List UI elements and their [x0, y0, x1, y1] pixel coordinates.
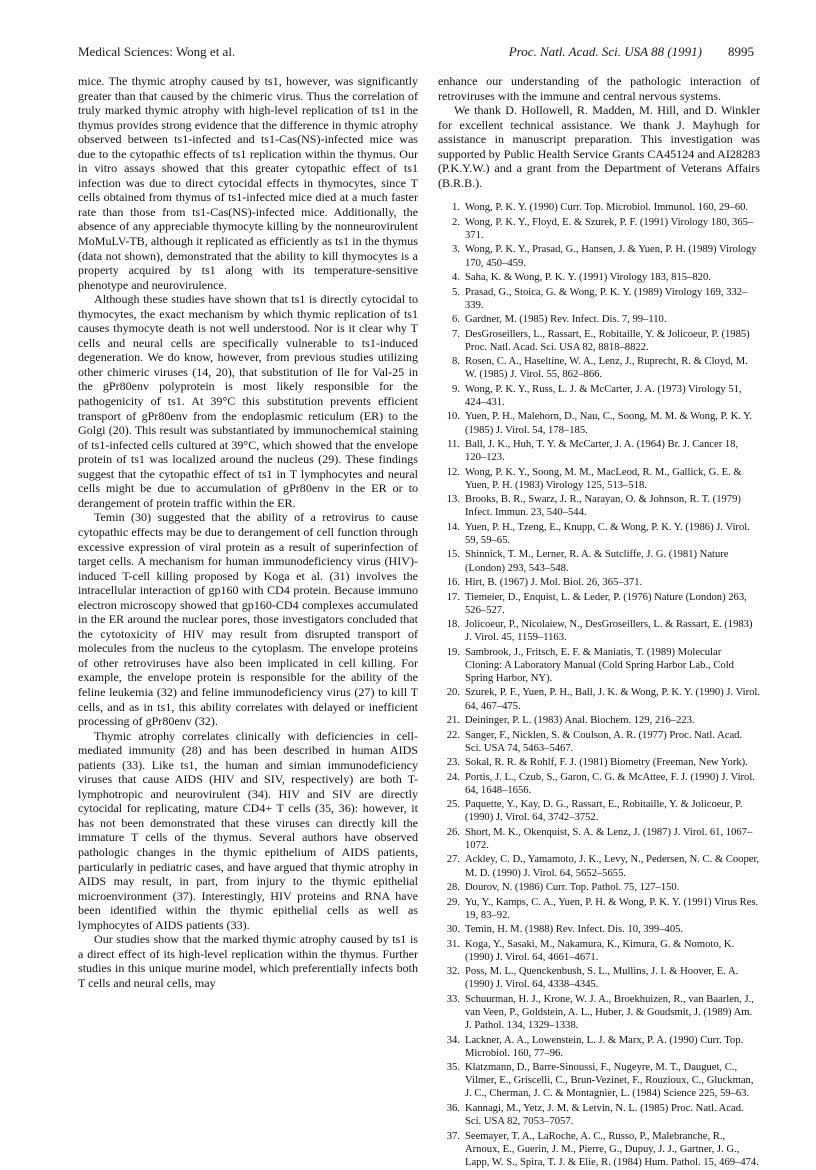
reference-number: 29.	[446, 896, 460, 908]
reference-text: Klatzmann, D., Barre-Sinoussi, F., Nugeyre, M. T., Dauguet, C., Vilmer, E., Griscelli, C., Brun-Vezinet, F., Rouzioux, C., Gluckman, J. C., Cherman, J. C. & Montagnier, L. (1984) Science 225, 59–63.	[465, 1062, 754, 1100]
reference-text: Sanger, F., Nicklen, S. & Coulson, A. R. (1977) Proc. Natl. Acad. Sci. USA 74, 5463–5467.	[465, 729, 743, 754]
reference-number: 10.	[446, 411, 460, 423]
reference-item	[438, 1130, 760, 1169]
reference-number: 2.	[452, 216, 460, 228]
reference-text: Tiemeier, D., Enquist, L. & Leder, P. (1976) Nature (London) 263, 526–527.	[465, 591, 747, 616]
reference-text: Sambrook, J., Fritsch, E. F. & Maniatis, T. (1989) Molecular Cloning: A Laboratory Manual (Cold Spring Harbor Lab., Cold Spring Harbor, NY).	[465, 646, 734, 685]
reference-text: Wong, P. K. Y., Russ, L. J. & McCarter, J. A. (1973) Virology 51, 424–431.	[465, 383, 742, 408]
reference-text: Jolicoeur, P., Nicolaiew, N., DesGroseillers, L. & Rassart, E. (1983) J. Virol. 45, 1159–1163.	[465, 619, 753, 644]
reference-item	[438, 798, 760, 824]
reference-item	[438, 965, 760, 991]
reference-number: 7.	[452, 328, 460, 340]
reference-number: 23.	[446, 757, 460, 769]
reference-item	[438, 1061, 760, 1100]
reference-number: 19.	[446, 646, 460, 658]
reference-item	[438, 410, 760, 436]
reference-number: 4.	[452, 272, 460, 284]
reference-item	[438, 771, 760, 797]
reference-text: Yuen, P. H., Tzeng, E., Knupp, C. & Wong, P. K. Y. (1986) J. Virol. 59, 59–65.	[465, 521, 750, 546]
reference-item	[438, 201, 760, 214]
reference-text: Seemayer, T. A., LaRoche, A. C., Russo, P., Malebranche, R., Arnoux, E., Guerin, J. M., Pierre, G., Dupuy, J. J., Gartner, J. G., Lapp, W. S., Spira, T. J. & Elie, R. (1984) Hum. Pathol. 15, 469–474.	[465, 1130, 759, 1168]
header-section-authors: Medical Sciences: Wong et al.	[78, 44, 236, 59]
reference-number: 24.	[446, 771, 460, 783]
right-column	[438, 74, 760, 1170]
reference-number: 11.	[447, 439, 460, 450]
reference-text: Wong, P. K. Y., Soong, M. M., MacLeod, R. M., Gallick, G. E. & Yuen, P. H. (1983) Virology 125, 513–518.	[465, 466, 742, 491]
reference-text: Wong, P. K. Y., Prasad, G., Hansen, J. & Yuen, P. H. (1989) Virology 170, 450–459.	[465, 244, 757, 269]
reference-text: Brooks, B. R., Swarz, J. R., Narayan, O. & Johnson, R. T. (1979) Infect. Immun. 23, 540–544.	[465, 494, 741, 519]
reference-item	[438, 618, 760, 644]
reference-item	[438, 576, 760, 589]
reference-number: 32.	[446, 966, 460, 978]
reference-number: 20.	[446, 687, 460, 699]
reference-number: 13.	[446, 494, 460, 506]
reference-text: Short, M. K., Okenquist, S. A. & Lenz, J. (1987) J. Virol. 61, 1067–1072.	[465, 826, 753, 851]
reference-text: Gardner, M. (1985) Rev. Infect. Dis. 7, 99–110.	[465, 314, 667, 326]
reference-item	[438, 1102, 760, 1128]
reference-text: Schuurman, H. J., Krone, W. J. A., Broekhuizen, R., van Baarlen, J., van Veen, P., Goldstein, A. L., Huber, J. & Goudsmit, J. (1989) Am. J. Pathol. 134, 1329–1338.	[465, 993, 754, 1032]
reference-text: Hirt, B. (1967) J. Mol. Biol. 26, 365–371.	[465, 577, 643, 589]
reference-text: Kannagi, M., Yetz, J. M. & Letvin, N. L. (1985) Proc. Natl. Acad. Sci. USA 82, 7053–7057.	[465, 1102, 744, 1128]
reference-number: 16.	[446, 577, 460, 589]
reference-item	[438, 881, 760, 894]
reference-item	[438, 714, 760, 727]
body-paragraph: mice. The thymic atrophy caused by ts1, however, was significantly greater than that caused by the chimeric virus. Thus the correlation of truly marked thymic atrophy with high-level replication of ts1 in the thymus provides strong evidence that the difference in thymic atrophy observed between ts1-infected and ts1-Cas(NS)-infected mice was due to the cytopathic effects of ts1 replication within the thymus. Our in vitro assays showed that this greater cytopathic effect of ts1 infection was due to direct cytocidal effects in thymocytes, since T cells obtained from thymus of ts1-infected mice died at a much faster rate than those from ts1-Cas(NS)-infected mice. Additionally, the absence of any appreciable thymocyte killing by the nonneurovirulent MoMuLV-TB, although it replicated as efficiently as ts1 in the thymus (data not shown), demonstrated that the ability to kill thymocytes is a property acquired by ts1 along with its temperature-sensitive phenotype and neurovirulence.	[78, 74, 418, 292]
reference-number: 17.	[446, 591, 460, 603]
reference-text: Deininger, P. L. (1983) Anal. Biochem. 129, 216–223.	[465, 715, 695, 727]
reference-item	[438, 493, 760, 519]
reference-list	[438, 201, 760, 1169]
reference-item	[438, 383, 760, 409]
reference-text: Temin, H. M. (1988) Rev. Infect. Dis. 10, 399–405.	[465, 924, 684, 936]
acknowledgment: We thank D. Hollowell, R. Madden, M. Hill, and D. Winkler for excellent technical assistance. We thank J. Mayhugh for assistance in manuscript preparation. This investigation was supported by Public Health Service Grants CA45124 and AI28283 (P.K.Y.W.) and a grant from the Department of Veterans Affairs (B.R.B.).	[438, 103, 760, 190]
body-paragraph: Thymic atrophy correlates clinically with deficiencies in cell-mediated immunity (28) and has been described in human AIDS patients (33). Like ts1, the human and simian immunodeficiency viruses that cause AIDS (HIV and SIV, respectively) are both T-lymphotropic and neurovirulent (34). HIV and SIV are directly cytocidal for replicating, mature CD4+ T cells (35, 36): however, it has not been demonstrated that these viruses can directly kill the immature T cells of the thymus. Several authors have observed pathologic changes in the thymic epithelium of AIDS patients, particularly in pediatric cases, and have argued that thymic atrophy in AIDS may result, in part, from injury to the thymic epithelial microenvironment (37). Interestingly, HIV proteins and RNA have been identified within the thymic epithelial cells as well as lymphocytes of AIDS patients (33).	[78, 728, 418, 932]
reference-text: Paquette, Y., Kay, D. G., Rassart, E., Robitaille, Y. & Jolicoeur, P. (1990) J. Virol. 64, 3742–3752.	[465, 799, 743, 824]
reference-item	[438, 328, 760, 354]
reference-item	[438, 438, 760, 464]
body-paragraph-continued: enhance our understanding of the pathologic interaction of retroviruses with the immune and central nervous systems.	[438, 74, 760, 103]
reference-number: 18.	[446, 619, 460, 631]
body-paragraph: Our studies show that the marked thymic atrophy caused by ts1 is a direct effect of its high-level replication within the thymus. Further studies in this unique murine model, which preferentially infects both T cells and neural cells, may	[78, 932, 418, 990]
reference-text: Dourov, N. (1986) Curr. Top. Pathol. 75, 127–150.	[465, 882, 680, 894]
reference-number: 21.	[446, 715, 460, 727]
reference-text: Shinnick, T. M., Lerner, R. A. & Sutcliffe, J. G. (1981) Nature (London) 293, 543–548.	[465, 549, 729, 574]
reference-text: Yu, Y., Kamps, C. A., Yuen, P. H. & Wong, P. K. Y. (1991) Virus Res. 19, 83–92.	[465, 896, 759, 921]
reference-text: Sokal, R. R. & Rohlf, F. J. (1981) Biometry (Freeman, New York).	[465, 757, 748, 769]
reference-item	[438, 826, 760, 852]
reference-item	[438, 466, 760, 492]
reference-item	[438, 938, 760, 964]
reference-item	[438, 756, 760, 769]
reference-text: Wong, P. K. Y., Floyd, E. & Szurek, P. F. (1991) Virology 180, 365–371.	[465, 216, 754, 241]
reference-number: 36.	[446, 1102, 460, 1114]
reference-text: Ball, J. K., Huh, T. Y. & McCarter, J. A. (1964) Br. J. Cancer 18, 120–123.	[465, 439, 739, 464]
body-paragraph: Temin (30) suggested that the ability of a retrovirus to cause cytopathic effects may be due to derangement of cell function through excessive expression of viral protein as a result of superinfection of target cells. A mechanism for human immunodeficiency virus (HIV)-induced T-cell killing proposed by Koga et al. (31) involves the intracellular interaction of gp160 with CD4 protein. Because immuno electron microscopy showed that gp160-CD4 complexes accumulated in the ER around the nuclear pores, those investigators concluded that the cytotoxicity of HIV may result from disrupted transport of molecules from the nucleus to the cytoplasm. The envelope proteins of other retroviruses have also been implicated in cell killing. For example, the envelope protein is responsible for the ability of the feline leukemia (32) and feline immunodeficiency virus (27) to kill T cells, and as in ts1, this ability correlates with delayed or inefficient processing of gPr80env (32).	[78, 510, 418, 729]
reference-number: 31.	[446, 938, 460, 950]
reference-text: Poss, M. L., Quenckenbush, S. L., Mullins, J. I. & Hoover, E. A. (1990) J. Virol. 64, 4338–4345.	[465, 966, 739, 991]
reference-number: 37.	[446, 1130, 460, 1142]
reference-text: Saha, K. & Wong, P. K. Y. (1991) Virology 183, 815–820.	[465, 272, 711, 284]
running-header	[78, 44, 754, 62]
reference-item	[438, 355, 760, 381]
reference-text: Lackner, A. A., Lowenstein, L. J. & Marx, P. A. (1990) Curr. Top. Microbiol. 160, 77–96.	[465, 1034, 744, 1059]
reference-text: DesGroseillers, L., Rassart, E., Robitaille, Y. & Jolicoeur, P. (1985) Proc. Natl. Acad. Sci. USA 82, 8818–8822.	[465, 328, 750, 353]
reference-number: 6.	[452, 314, 460, 326]
reference-item	[438, 591, 760, 617]
reference-item	[438, 686, 760, 712]
header-journal-citation: Proc. Natl. Acad. Sci. USA 88 (1991)	[508, 44, 702, 59]
reference-item	[438, 216, 760, 242]
reference-item	[438, 993, 760, 1032]
reference-text: Rosen, C. A., Haseltine, W. A., Lenz, J., Ruprecht, R. & Cloyd, M. W. (1985) J. Virol. 55, 862–866.	[465, 356, 748, 381]
reference-number: 33.	[446, 993, 460, 1005]
reference-item	[438, 646, 760, 685]
header-page-number: 8995	[728, 44, 754, 59]
reference-text: Wong, P. K. Y. (1990) Curr. Top. Microbiol. Immunol. 160, 29–60.	[465, 202, 749, 214]
reference-item	[438, 729, 760, 755]
reference-item	[438, 1034, 760, 1060]
reference-number: 1.	[452, 202, 460, 214]
reference-number: 27.	[446, 854, 460, 866]
reference-text: Prasad, G., Stoica, G. & Wong, P. K. Y. (1989) Virology 169, 332–339.	[465, 286, 748, 311]
left-column	[78, 74, 418, 990]
reference-number: 22.	[446, 729, 460, 741]
reference-item	[438, 853, 760, 879]
reference-number: 25.	[446, 799, 460, 811]
reference-number: 8.	[452, 356, 460, 368]
reference-number: 26.	[446, 826, 460, 838]
reference-item	[438, 243, 760, 269]
reference-number: 5.	[452, 286, 460, 298]
reference-item	[438, 896, 760, 922]
reference-number: 14.	[446, 521, 460, 533]
reference-item	[438, 286, 760, 312]
reference-number: 35.	[446, 1062, 460, 1074]
reference-text: Yuen, P. H., Malehorn, D., Nau, C., Soong, M. M. & Wong, P. K. Y. (1985) J. Virol. 54, 178–185.	[465, 411, 753, 436]
reference-item	[438, 548, 760, 574]
reference-text: Szurek, P. F., Yuen, P. H., Ball, J. K. & Wong, P. K. Y. (1990) J. Virol. 64, 467–475.	[465, 687, 760, 712]
reference-item	[438, 521, 760, 547]
reference-text: Ackley, C. D., Yamamoto, J. K., Levy, N., Pedersen, N. C. & Cooper, M. D. (1990) J. Virol. 64, 5652–5655.	[465, 854, 760, 879]
body-paragraph: Although these studies have shown that ts1 is directly cytocidal to thymocytes, the exact mechanism by which thymic replication of ts1 causes thymocyte death is not well understood. Nor is it clear why T cells and neural cells are specifically vulnerable to ts1-induced degeneration. We do know, however, from previous studies utilizing other chimeric viruses (14, 20), that substitution of Ile for Val-25 in the gPr80env polyprotein is most likely responsible for the pathogenicity of ts1. At 39°C this substitution prevents efficient transport of gPr80env from the endoplasmic reticulum (ER) to the Golgi (20). This result was substantiated by immunochemical staining of ts1-infected cells cultured at 39°C, which showed that the envelope protein of ts1 was localized around the nucleus (29). These findings suggest that the cytopathic effect of ts1 in T lymphocytes and neural cells might be due to accumulation of gPr80env in the ER or to derangement of protein traffic within the ER.	[78, 292, 418, 510]
reference-number: 3.	[452, 244, 460, 256]
reference-item	[438, 313, 760, 326]
reference-number: 12.	[446, 466, 460, 478]
reference-item	[438, 923, 760, 936]
reference-text: Portis, J. L., Czub, S., Garon, C. G. & McAttee, F. J. (1990) J. Virol. 64, 1648–1656.	[465, 771, 755, 796]
reference-item	[438, 271, 760, 284]
reference-number: 28.	[446, 882, 460, 894]
reference-text: Koga, Y., Sasaki, M., Nakamura, K., Kimura, G. & Nomoto, K. (1990) J. Virol. 64, 4661–4671.	[465, 938, 735, 963]
reference-number: 9.	[452, 383, 460, 395]
reference-number: 30.	[446, 924, 460, 936]
reference-number: 34.	[446, 1034, 460, 1046]
reference-number: 15.	[446, 549, 460, 561]
